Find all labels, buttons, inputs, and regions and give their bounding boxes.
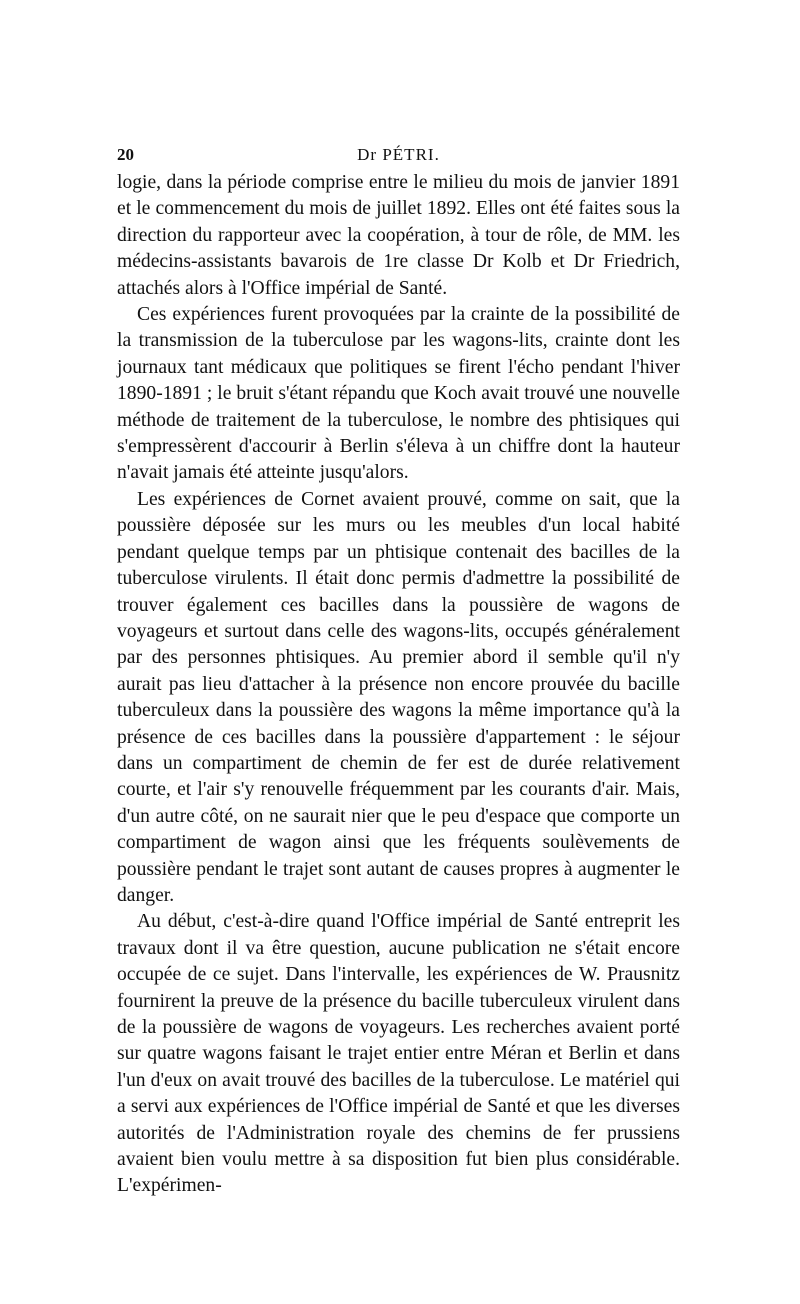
running-head (117, 140, 680, 170)
book-page (117, 140, 680, 1200)
paragraph-1: logie, dans la période comprise entre le milieu du mois de janvier 1891 et le commencement du mois de juillet 1892. Elles ont été faites sous la direction du rapporteur avec la coopération, à tour de rôle, de MM. les médecins-assistants bavarois de 1re classe Dr Kolb et Dr Friedrich, attachés alors à l'Office impérial de Santé. (117, 172, 680, 299)
paragraph-3: Les expériences de Cornet avaient prouvé, comme on sait, que la poussière déposée sur les murs ou les meubles d'un local habité pendant quelque temps par un phtisique contenait des bacilles de la tuberculose virulents. Il était donc permis d'admettre la possibilité de trouver également ces bacilles dans la poussière de wagons de voyageurs et surtout dans celle des wagons-lits, occupés généralement par des personnes phtisiques. Au premier abord il semble qu'il n'y aurait pas lieu d'attacher à la présence non encore prouvée du bacille tuberculeux dans la poussière des wagons la même importance qu'à la présence de ces bacilles dans la poussière d'appartement : le séjour dans un compartiment de chemin de fer est de durée relativement courte, et l'air s'y renouvelle fréquemment par les courants d'air. Mais, d'un autre côté, on ne saurait nier que le peu d'espace que comporte un compartiment de wagon ainsi que les fréquents soulèvements de poussière pendant le trajet sont autant de causes propres à augmenter le danger. (117, 488, 680, 906)
body-text (117, 170, 680, 1200)
running-title: Dr PÉTRI. (357, 145, 440, 164)
page-number: 20 (117, 145, 134, 164)
paragraph-4: Au début, c'est-à-dire quand l'Office impérial de Santé entreprit les travaux dont il va être question, aucune publication ne s'était encore occupée de ce sujet. Dans l'intervalle, les expériences de W. Prausnitz fournirent la preuve de la présence du bacille tuberculeux virulent dans de la poussière de wagons de voyageurs. Les recherches avaient porté sur quatre wagons faisant le trajet entier entre Méran et Berlin et dans l'un d'eux on avait trouvé des bacilles de la tuberculose. Le matériel qui a servi aux expériences de l'Office impérial de Santé et que les diverses autorités de l'Administration royale des chemins de fer prussiens avaient bien voulu mettre à sa disposition fut bien plus considérable. L'expérimen- (117, 911, 680, 1197)
paragraph-2: Ces expériences furent provoquées par la crainte de la possibilité de la transmission de la tuberculose par les wagons-lits, crainte dont les journaux tant médicaux que politiques se firent l'écho pendant l'hiver 1890-1891 ; le bruit s'étant répandu que Koch avait trouvé une nouvelle méthode de traitement de la tuberculose, le nombre des phtisiques qui s'empressèrent d'accourir à Berlin s'éleva à un chiffre dont la hauteur n'avait jamais été atteinte jusqu'alors. (117, 304, 680, 484)
